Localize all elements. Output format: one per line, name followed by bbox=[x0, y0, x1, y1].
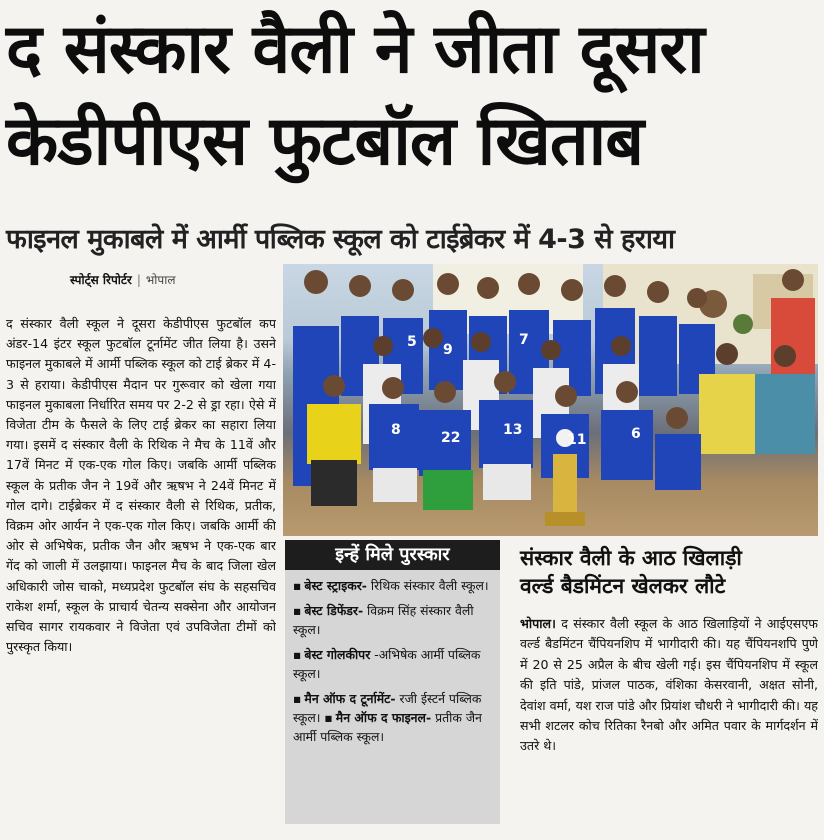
jersey-number: 11 bbox=[567, 432, 587, 448]
awards-box bbox=[285, 540, 500, 824]
award-text: रजी ईस्टर्न पब्लिक स्कूल। bbox=[293, 691, 482, 725]
award-text: प्रतीक जैन आर्मी पब्लिक स्कूल। bbox=[293, 710, 482, 744]
jersey-number: 8 bbox=[391, 422, 401, 438]
side-heading-line-1: संस्कार वैली के आठ खिलाड़ी bbox=[520, 546, 742, 570]
jersey-number: 9 bbox=[443, 342, 453, 358]
jersey-number: 7 bbox=[519, 332, 529, 348]
award-text: रिथिक संस्कार वैली स्कूल। bbox=[370, 578, 489, 593]
award-label: बेस्ट डिफेंडर- bbox=[304, 603, 364, 618]
headline bbox=[6, 4, 818, 188]
bullet-icon: ▪ bbox=[293, 691, 302, 706]
side-story-body bbox=[520, 614, 818, 828]
headline-line-2: केडीपीएस फुटबॉल खिताब bbox=[6, 102, 644, 181]
reporter: स्पोर्ट्स रिपोर्टर bbox=[70, 273, 132, 287]
dateline bbox=[70, 271, 280, 289]
jersey-number: 22 bbox=[441, 430, 461, 446]
award-label: मैन ऑफ द फाइनल- bbox=[335, 710, 432, 725]
awards-heading: इन्हें मिले पुरस्कार bbox=[285, 540, 500, 570]
award-item bbox=[293, 689, 492, 746]
bullet-icon: ▪ bbox=[293, 603, 302, 618]
bullet-icon: ▪ bbox=[293, 647, 302, 662]
jersey-number: 5 bbox=[407, 334, 417, 350]
award-text: -अभिषेक आर्मी पब्लिक स्कूल। bbox=[293, 647, 481, 681]
award-text: विक्रम सिंह संस्कार वैली स्कूल। bbox=[293, 603, 474, 637]
bullet-icon: ▪ bbox=[324, 710, 333, 725]
jersey-number: 6 bbox=[631, 426, 641, 442]
side-story-dateline: भोपाल। bbox=[520, 616, 556, 631]
main-story-body: द संस्कार वैली स्कूल ने दूसरा केडीपीएस फुटबॉल कप अंडर-14 इंटर स्कूल फुटबॉल टूर्नामेंट जीत लिया है। उसने फाइनल मुकाबले में आर्मी पब्लिक स्कूल को टाई ब्रेकर में 4-3 से हराया। केडीपीएस मैदान पर गुरूवार को खेला गया फाइनल मुकाबला निर्धारित समय पर 2-2 से ड्रा रहा। ऐसे में विजेता टीम के फैसले के लिए टाई ब्रेकर का सहारा लिया गया। इसमें द संस्कार वैली के रिथिक ने मैच के 11वें और 17वें मिनट में एक-एक गोल किए। जबकि आर्मी पब्लिक स्कूल के प्रतीक जैन ने 19वें और ऋषभ ने 24वें मिनट में गोल दागे। टाईब्रेकर में द संस्कार वैली से रिथिक, प्रतीक, विक्रम ओर आर्यन ने एक-एक गोल किए। जबकि आर्मी की ओर से अभिषेक, प्रतीक जैन और ऋषभ ने एक-एक बार गेंद को जाली में उलझाया। फाइनल मैच के बाद जिला खेल अधिकारी जोस चाको, मध्यप्रदेश फुटबॉल संघ के सहसचिव राकेश शर्मा, स्कूल के प्राचार्य चेतन्य सक्सेना और आयोजन सचिव सागर रायकवार ने विजेता एवं उपविजेता टीमों को पुरस्कृत किया। bbox=[6, 316, 276, 655]
side-story-text: द संस्कार वैली स्कूल के आठ खिलाड़ियों ने आईएसएफ वर्ल्ड बैडमिंटन चैंपियनशिप में भागीदारी की। यह चैंपियनशपि पुणे में 20 से 25 अप्रैल के बीच खेली गई। इस चैंपियनशिप में स्कूल की इति पांडे, प्रांजल पाठक, वंशिका केसरवानी, अक्षत सोनी, देवांश वर्मा, यश राज पांडे और प्रियांश चौधरी ने भागीदारी की। यह सभी शटलर कोच रितिका रैनबो और अमित पवार के मार्गदर्शन में उतरे थे। bbox=[520, 616, 818, 754]
subheadline: फाइनल मुकाबले में आर्मी पब्लिक स्कूल को टाईब्रेकर में 4-3 से हराया bbox=[6, 224, 675, 255]
jersey-number: 13 bbox=[503, 422, 523, 438]
award-label: बेस्ट गोलकीपर bbox=[304, 647, 371, 662]
side-story-heading bbox=[520, 544, 818, 600]
award-item bbox=[293, 601, 492, 639]
award-label: मैन ऑफ द टूर्नामेंट- bbox=[304, 691, 396, 706]
award-item bbox=[293, 576, 492, 595]
bullet-icon: ▪ bbox=[293, 578, 302, 593]
dateline-divider: | bbox=[136, 273, 141, 287]
team-photo bbox=[283, 264, 818, 536]
award-item bbox=[293, 645, 492, 683]
side-heading-line-2: वर्ल्ड बैडमिंटन खेलकर लौटे bbox=[520, 574, 726, 598]
dateline-city: भोपाल bbox=[145, 273, 176, 287]
headline-line-1: द संस्कार वैली ने जीता दूसरा bbox=[6, 10, 704, 89]
award-label: बेस्ट स्ट्राइकर- bbox=[304, 578, 367, 593]
